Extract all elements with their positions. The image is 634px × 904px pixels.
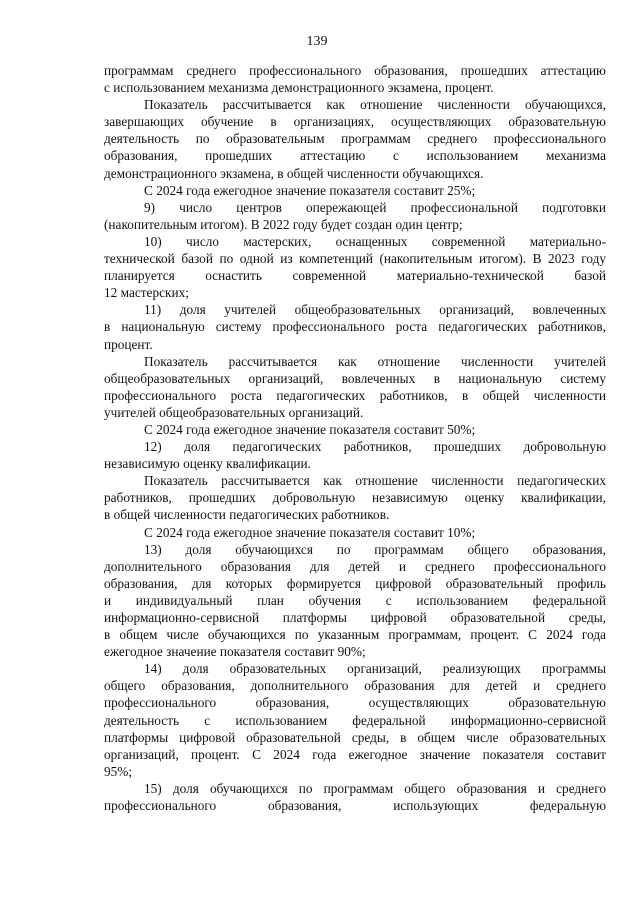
text-line: 12 мастерских; <box>104 285 189 301</box>
text-line: в национальную систему профессионального роста педагогических работников, <box>104 319 606 335</box>
text-line: С 2024 года ежегодное значение показателя составит 50%; <box>144 421 476 437</box>
text-line: технической базой по одной из компетенций (накопительным итогом). В 2023 году <box>104 251 606 267</box>
text-line: в общей численности педагогических работников. <box>104 507 390 523</box>
text-line: Показатель рассчитывается как отношение численности педагогических <box>144 473 606 489</box>
text-line: в общем числе обучающихся по указанным программам, процент. С 2024 года <box>104 627 606 643</box>
text-line: с использованием механизма демонстрационного экзамена, процент. <box>104 80 494 96</box>
body-text <box>104 62 606 814</box>
text-line: 11) доля учителей общеобразовательных организаций, вовлеченных <box>144 302 606 318</box>
page-number: 139 <box>306 34 328 49</box>
text-line: профессионального роста педагогических работников, в общей численности <box>104 387 606 403</box>
text-line: организаций, процент. С 2024 года ежегодное значение показателя составит <box>104 746 606 762</box>
text-line: общеобразовательных организаций, вовлеченных в национальную систему <box>104 370 606 386</box>
text-line: 14) доля образовательных организаций, реализующих программы <box>144 661 606 677</box>
text-line: и индивидуальный план обучения с использованием федеральной <box>104 592 606 608</box>
text-line: Показатель рассчитывается как отношение численности учителей <box>144 353 606 369</box>
text-line: процент. <box>104 336 153 352</box>
text-line: Показатель рассчитывается как отношение численности обучающихся, <box>144 97 606 113</box>
text-line: дополнительного образования для детей и среднего профессионального <box>104 558 606 574</box>
text-line: профессионального образования, осуществляющих образовательную <box>104 695 606 711</box>
text-line: информационно-сервисной платформы цифровой образовательной среды, <box>104 610 606 625</box>
text-line: образования, для которых формируется цифровой образовательный профиль <box>104 575 606 591</box>
text-line: образования, прошедших аттестацию с использованием механизма <box>104 148 606 164</box>
text-line: профессионального образования, использующих федеральную <box>104 798 606 814</box>
text-line: С 2024 года ежегодное значение показателя составит 10%; <box>144 524 476 540</box>
text-line: 12) доля педагогических работников, прошедших добровольную <box>144 439 606 455</box>
text-line: деятельность по образовательным программам среднего профессионального <box>104 131 606 147</box>
text-line: завершающих обучение в организациях, осуществляющих образовательную <box>104 114 606 130</box>
text-line: демонстрационного экзамена, в общей численности обучающихся. <box>104 165 484 181</box>
text-line: программам среднего профессионального образования, прошедших аттестацию <box>104 63 606 78</box>
text-line: 10) число мастерских, оснащенных современной материально- <box>144 233 606 249</box>
text-line: (накопительным итогом). В 2022 году будет создан один центр; <box>104 216 463 232</box>
text-line: 15) доля обучающихся по программам общего образования и среднего <box>144 780 606 796</box>
text-line: общего образования, дополнительного образования для детей и среднего <box>104 678 606 694</box>
text-line: платформы цифровой образовательной среды, в общем числе образовательных <box>104 729 606 745</box>
text-line: независимую оценку квалификации. <box>104 456 311 472</box>
text-line: планируется оснастить современной материально-технической базой <box>104 268 606 284</box>
text-line: 9) число центров опережающей профессиональной подготовки <box>144 199 606 215</box>
text-line: 13) доля обучающихся по программам общего образования, <box>144 541 606 557</box>
text-line: работников, прошедших добровольную независимую оценку квалификации, <box>104 490 606 506</box>
text-line: ежегодное значение показателя составит 90%; <box>104 644 366 660</box>
text-line: С 2024 года ежегодное значение показателя составит 25%; <box>144 182 476 198</box>
text-line: 95%; <box>104 763 133 779</box>
text-line: учителей общеобразовательных организаций. <box>104 404 364 420</box>
text-line: деятельность с использованием федеральной информационно-сервисной <box>104 712 606 728</box>
